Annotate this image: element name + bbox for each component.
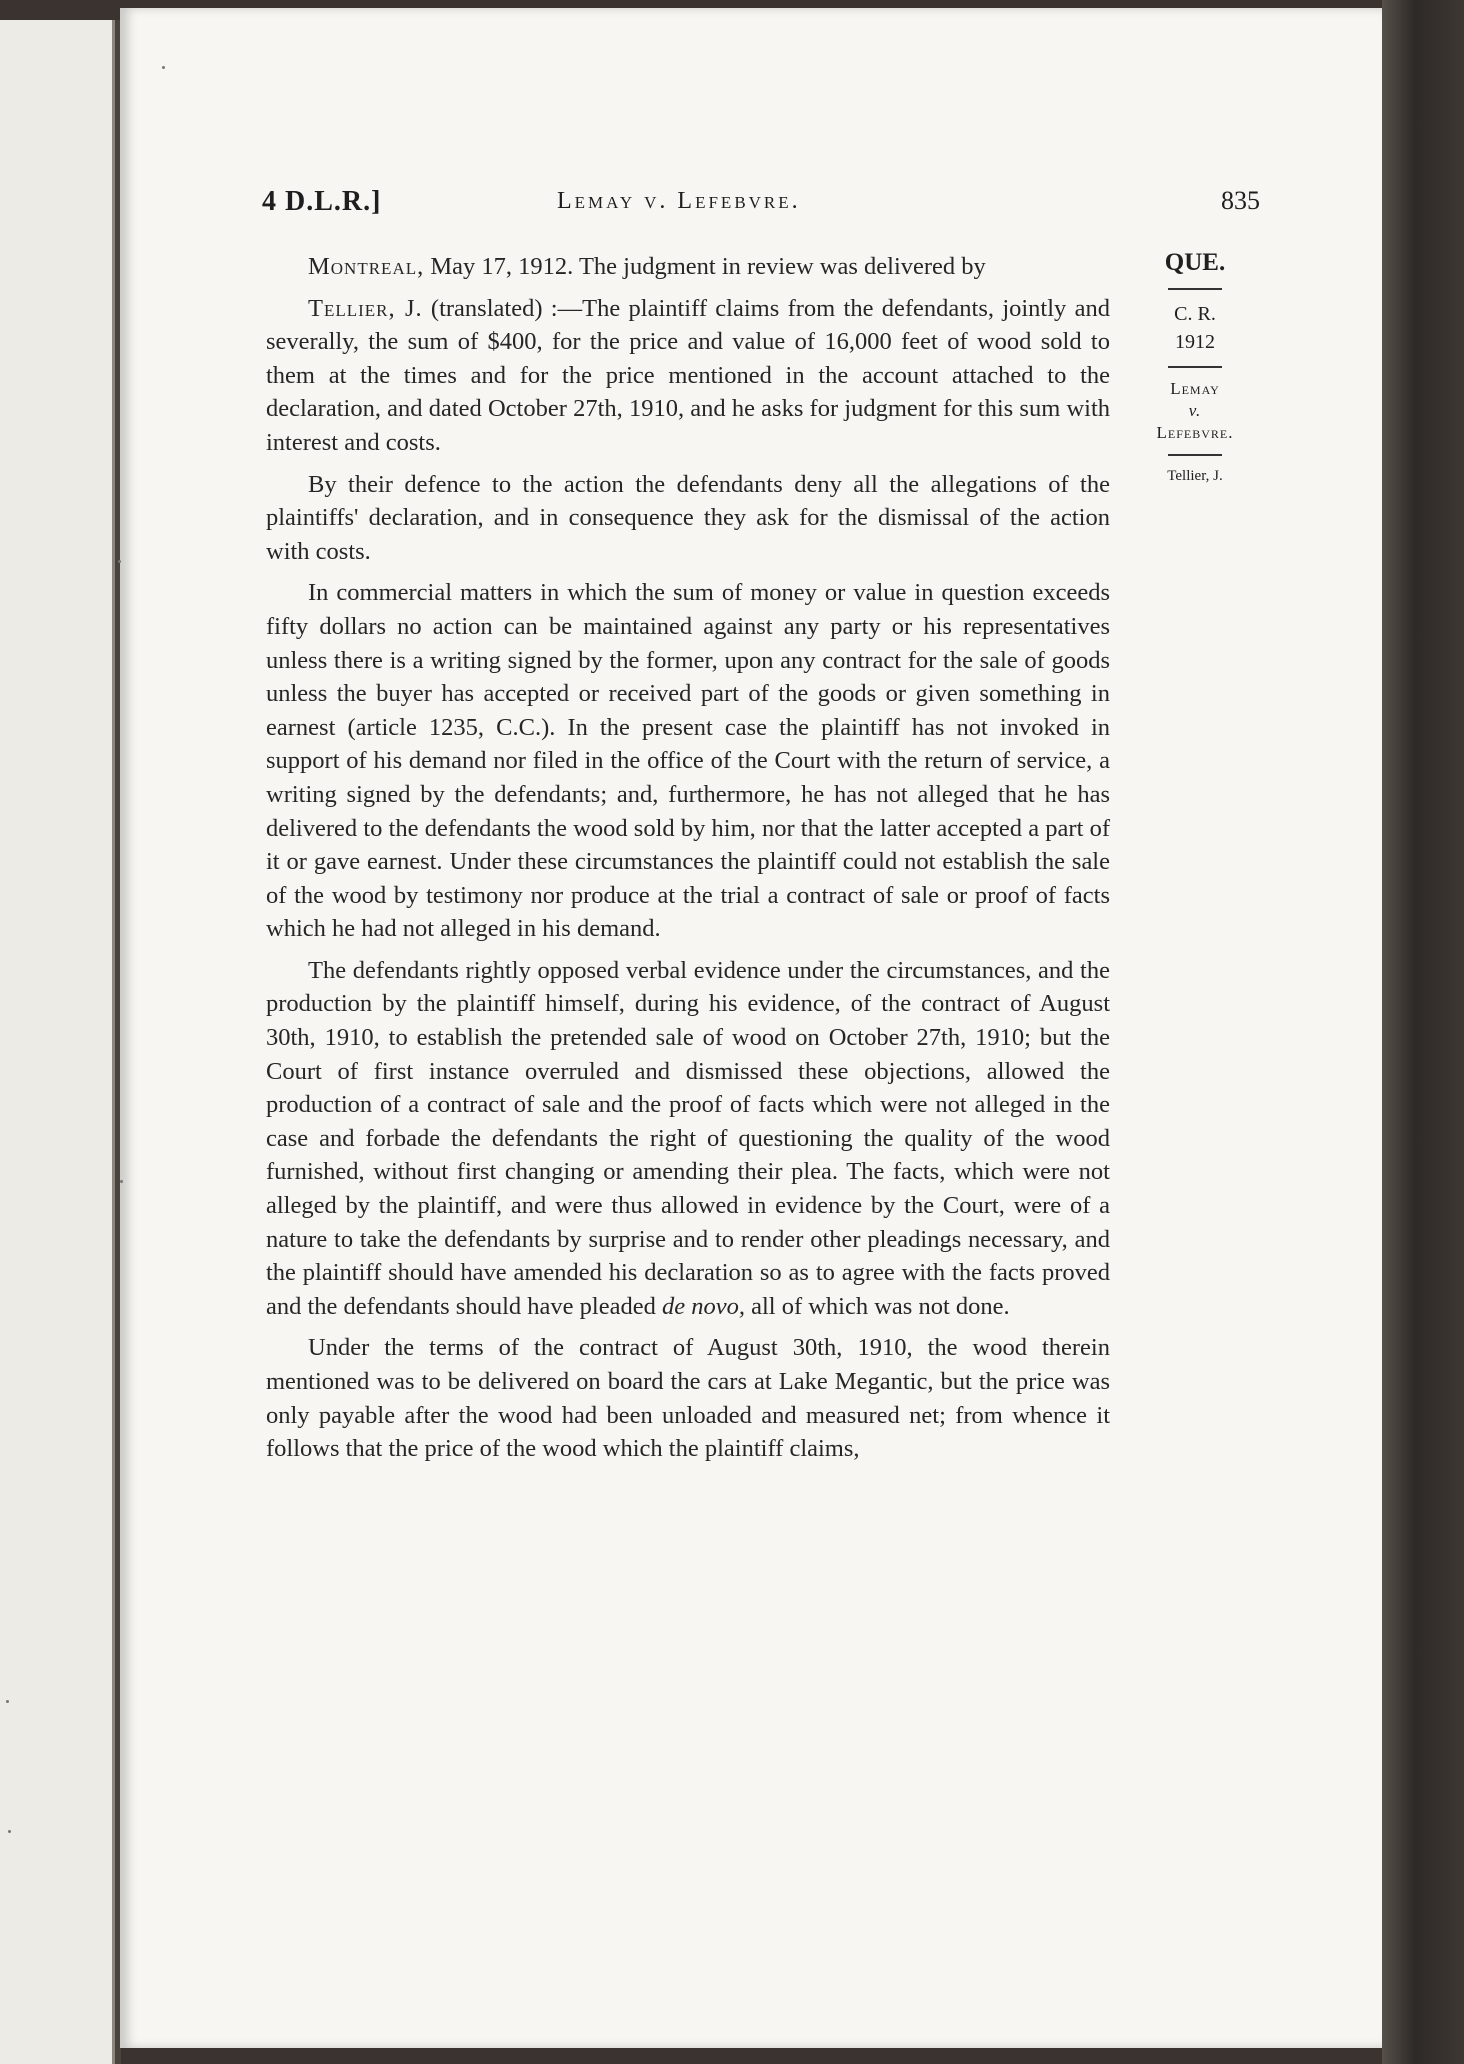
paragraph-5-text: The defendants rightly opposed verbal evidence under the circumstances, and the production by the plaintiff himself, during his evidence, of the contract of August 30th, 1910, to establish the pretended sale of wood on October 27th, 1910; but the Court of first instance overruled and dismissed these objections, allowed the production of a contract of sale and the proof of facts which were not alleged in the case and forbade the defendants the right of questioning the quality of the wood furnished, without first changing or amending their plea. The facts, which were not alleged by the plaintiff, and were thus allowed in evidence by the Court, were of a nature to take the defendants by surprise and to render other pleadings necessary, and the plaintiff should have amended his declaration so as to agree with the facts proved and the defendants should have pleaded [266,956,1110,1320]
judge-label: Tellier, J. [1167,468,1223,484]
paragraph-1-text: May 17, 1912. The judgment in review was delivered by [424,253,986,280]
court-label: C. R. [1174,303,1216,325]
paragraph-1 [266,250,1110,284]
case-versus: v. [1188,401,1202,420]
paragraph-2 [266,292,1110,460]
province-label: QUE. [1164,249,1226,276]
margin-divider [1168,454,1222,456]
case-party-1: Lemay [1170,379,1220,398]
judgment-text [266,250,1110,1474]
judge-lead: Tellier, J. [308,294,423,322]
book-spine-edge [1382,0,1464,2064]
paragraph-4: In commercial matters in which the sum of money or value in question exceeds fifty dollars no action can be maintained against any party or his representatives unless there is a writing signed by the former, upon any contract for the sale of goods unless the buyer has accepted or received part of the goods or given something in earnest (article 1235, C.C.). In the present case the plaintiff has not invoked in support of his demand nor filed in the office of the Court with the return of service, a writing signed by the defendants; and, furthermore, he has not alleged that he has delivered to the defendants the wood sold by him, nor that the latter accepted a part of it or gave earnest. Under these circumstances the plaintiff could not establish the sale of the wood by testimony nor produce at the trial a contract of sale or proof of facts which he had not alleged in his demand. [266,579,1110,943]
case-title-header: Lemay v. Lefebvre. [557,188,801,214]
paragraph-3: By their defence to the action the defendants deny all the allegations of the plaintiffs' declaration, and in consequence they ask for the dismissal of the action with costs. [266,470,1110,565]
paragraph-5-tail: all of which was not done. [744,1292,1010,1320]
running-header [262,186,1262,226]
speck [162,66,165,69]
facing-page-edge [0,20,115,2064]
year-label: 1912 [1175,331,1215,353]
paragraph-2-text: (translated) :—The plaintiff claims from the defendants, jointly and severally, the sum of $400, for the price and value of 16,000 feet of wood sold to them at the times and for the price mentioned in the account attached to the declaration, and dated October 27th, 1910, and he asks for judgment for this sum with interest and costs. [266,294,1110,456]
margin-divider [1168,288,1222,290]
paragraph-6: Under the terms of the contract of August 30th, 1910, the wood therein mentioned was to be delivered on board the cars at Lake Megantic, but the price was only payable after the wood had been unloaded and measured net; from whence it follows that the price of the wood which the plaintiff claims, [266,1334,1110,1463]
speck [120,1180,123,1183]
place-lead: Montreal, [308,253,425,280]
margin-divider [1168,366,1222,368]
speck [118,560,121,563]
latin-phrase: de novo, [661,1292,745,1320]
page-number: 835 [1221,186,1260,215]
speck [6,1700,9,1703]
case-party-2: Lefebvre. [1156,423,1234,442]
speck [8,1830,11,1833]
paragraph-5 [266,954,1110,1324]
side-margin-notes [1140,248,1250,486]
volume-reference: 4 D.L.R.] [262,186,382,217]
